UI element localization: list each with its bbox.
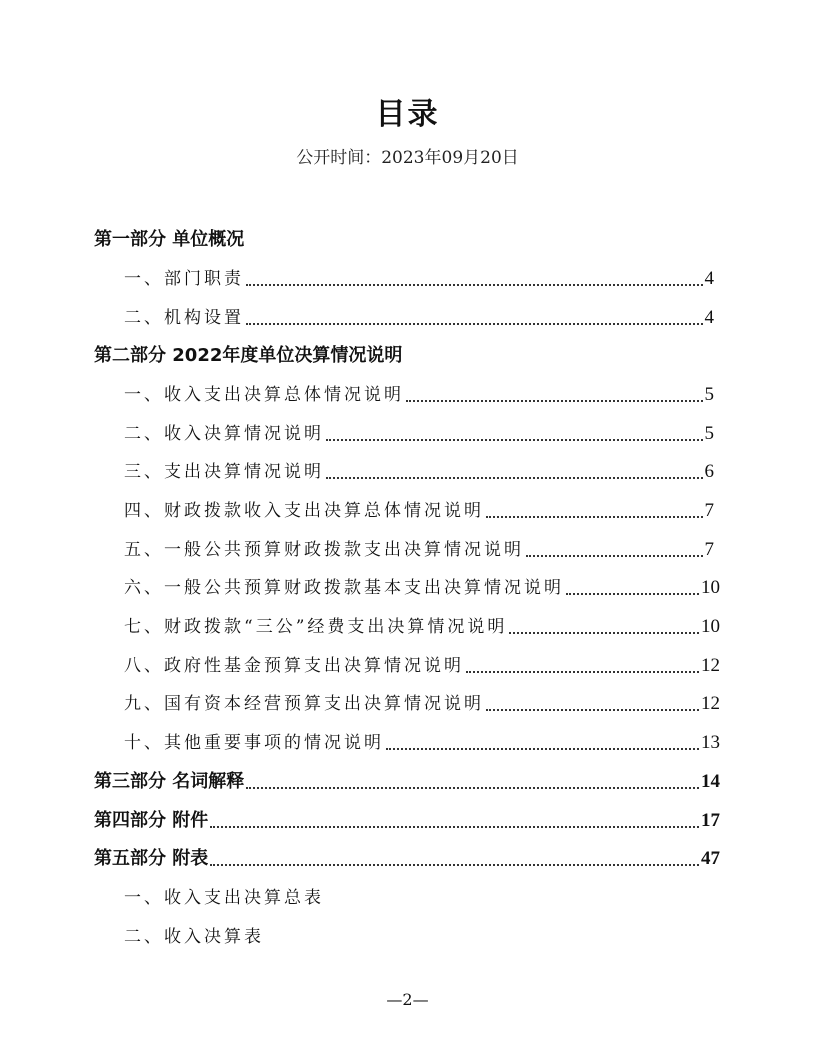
toc-part-1[interactable] xyxy=(94,219,714,253)
toc-part-5[interactable] xyxy=(94,838,720,872)
dot-leader xyxy=(210,863,699,866)
toc-page-number: 5 xyxy=(704,384,714,405)
toc-page-number: 6 xyxy=(704,461,714,482)
toc-entry-label: 第一部分 单位概况 xyxy=(94,229,245,250)
toc-part-2[interactable] xyxy=(94,335,714,369)
toc-entry[interactable] xyxy=(124,645,720,679)
toc-page-number: 14 xyxy=(701,771,720,792)
toc-entry-label: 七、财政拨款“三公”经费支出决算情况说明 xyxy=(124,617,508,637)
toc-entry-label: 四、财政拨款收入支出决算总体情况说明 xyxy=(124,501,484,521)
toc-page-number: 17 xyxy=(701,810,720,831)
dot-leader xyxy=(246,786,699,789)
dot-leader xyxy=(326,438,703,441)
toc-page-number: 10 xyxy=(701,616,720,637)
toc-entry[interactable] xyxy=(124,258,714,292)
toc-entry-label: 一、部门职责 xyxy=(124,269,244,289)
dot-leader xyxy=(246,283,703,286)
toc-entry[interactable] xyxy=(124,606,720,640)
toc-part-3[interactable] xyxy=(94,761,720,795)
dot-leader xyxy=(566,592,699,595)
toc-entry-label: 六、一般公共预算财政拨款基本支出决算情况说明 xyxy=(124,578,564,598)
page-number: —2— xyxy=(386,990,429,1009)
toc-entry-label: 第三部分 名词解释 xyxy=(94,771,245,792)
toc-entry[interactable] xyxy=(124,529,714,563)
publish-date: 公开时间：2023年09月20日 xyxy=(296,148,519,168)
toc-entry[interactable] xyxy=(124,722,720,756)
toc-entry[interactable] xyxy=(124,567,720,601)
toc-page-number: 13 xyxy=(701,732,720,753)
toc-page-number: 4 xyxy=(704,268,714,289)
toc-entry-label: 一、收入支出决算总体情况说明 xyxy=(124,385,404,405)
toc-page-number: 12 xyxy=(701,693,720,714)
toc-entry-label: 五、一般公共预算财政拨款支出决算情况说明 xyxy=(124,540,524,560)
dot-leader xyxy=(210,825,699,828)
toc-entry[interactable] xyxy=(124,451,714,485)
dot-leader xyxy=(246,322,703,325)
toc-page-number: 7 xyxy=(704,539,714,560)
toc-page-number: 5 xyxy=(704,423,714,444)
toc-entry[interactable] xyxy=(124,490,714,524)
toc-entry[interactable] xyxy=(124,297,714,331)
toc-entry-label: 一、收入支出决算总表 xyxy=(124,888,324,908)
toc-entry-label: 第二部分 2022年度单位决算情况说明 xyxy=(94,345,403,366)
toc-entry-label: 第五部分 附表 xyxy=(94,848,209,869)
dot-leader xyxy=(326,476,703,479)
toc-entry[interactable] xyxy=(124,374,714,408)
dot-leader xyxy=(466,670,699,673)
toc-entry-label: 十、其他重要事项的情况说明 xyxy=(124,733,384,753)
toc-page-number: 7 xyxy=(704,500,714,521)
dot-leader xyxy=(486,708,699,711)
toc-entry[interactable] xyxy=(124,413,714,447)
dot-leader xyxy=(486,515,703,518)
dot-leader xyxy=(526,554,703,557)
dot-leader xyxy=(386,747,699,750)
toc-page-number: 10 xyxy=(701,577,720,598)
dot-leader xyxy=(509,631,699,634)
page-title: 目录 xyxy=(375,97,440,132)
toc-entry-label: 九、国有资本经营预算支出决算情况说明 xyxy=(124,694,484,714)
toc-entry-label: 二、收入决算表 xyxy=(124,927,264,947)
toc-page-number: 4 xyxy=(704,307,714,328)
toc-entry-label: 三、支出决算情况说明 xyxy=(124,462,324,482)
toc-entry-label: 八、政府性基金预算支出决算情况说明 xyxy=(124,656,464,676)
toc-entry[interactable] xyxy=(124,877,714,911)
toc-entry-label: 二、收入决算情况说明 xyxy=(124,424,324,444)
toc-page-number: 47 xyxy=(701,848,720,869)
toc-entry-label: 二、机构设置 xyxy=(124,308,244,328)
toc-part-4[interactable] xyxy=(94,800,720,834)
dot-leader xyxy=(406,399,703,402)
toc-entry[interactable] xyxy=(124,916,714,950)
toc-page-number: 12 xyxy=(701,655,720,676)
toc-entry-label: 第四部分 附件 xyxy=(94,810,209,831)
toc-entry[interactable] xyxy=(124,683,720,717)
